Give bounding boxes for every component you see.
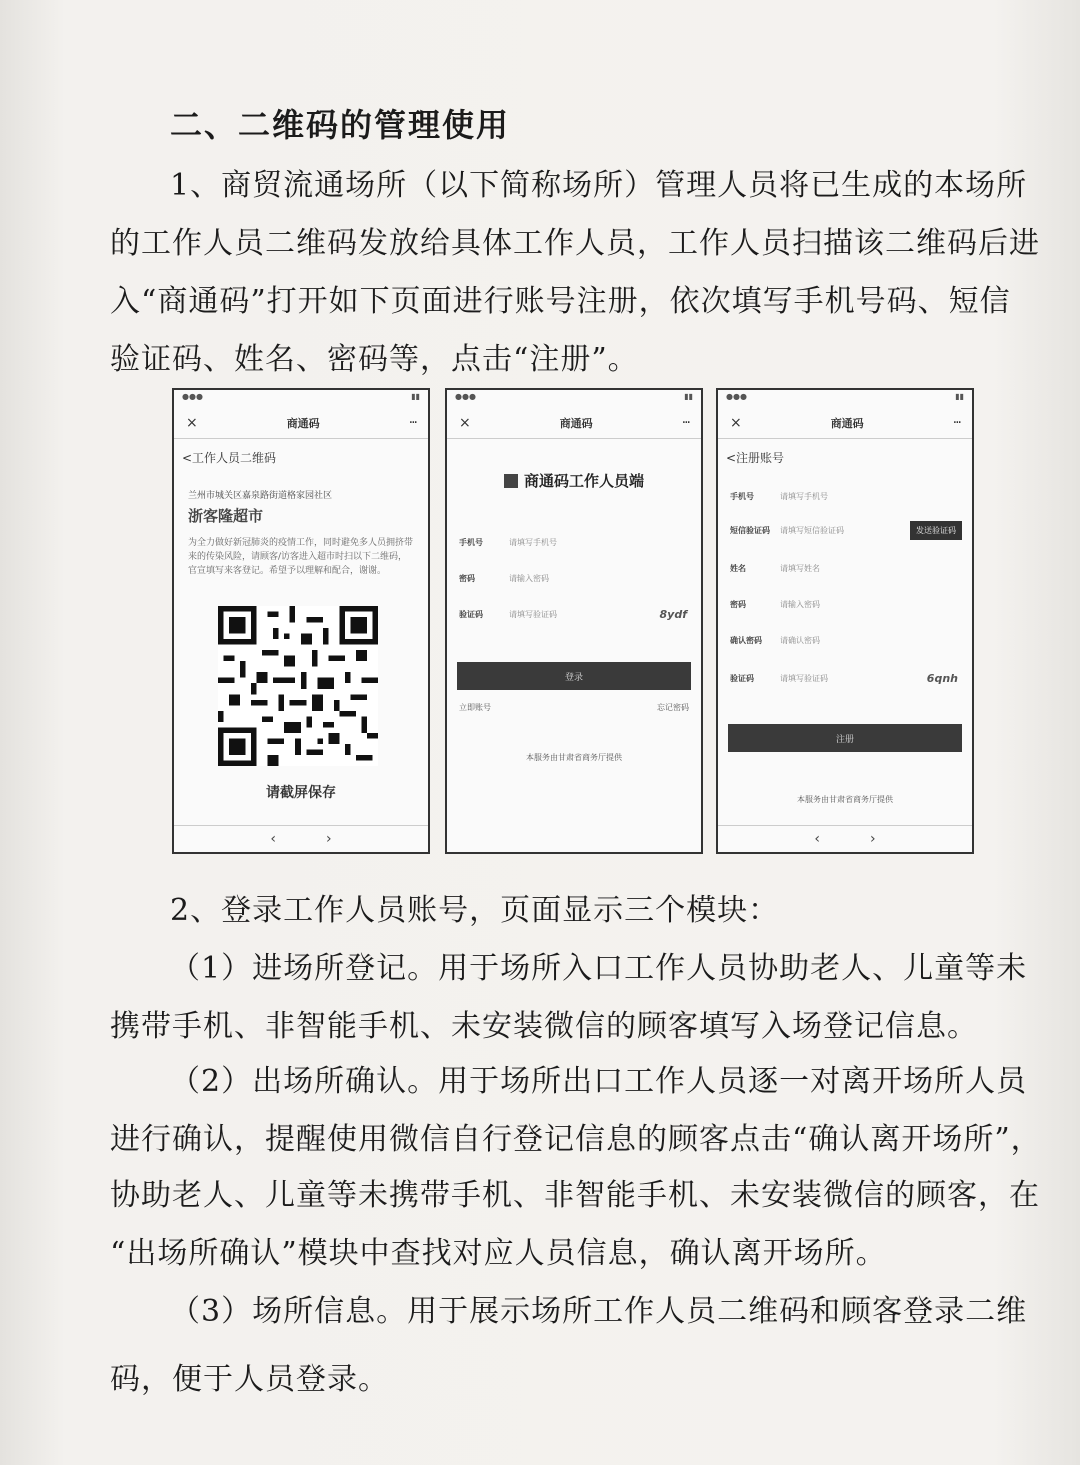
register-link: 立即账号 [459,703,491,712]
status-bar: ●●● ▮▮ [726,392,964,401]
back-link: <注册账号 [726,451,785,465]
store-name: 浙客隆超市 [188,507,264,525]
app-title-row [447,470,701,491]
address-text: 兰州市城关区嘉泉路街道格家园社区 [188,491,333,501]
forgot-password-link: 忘记密码 [657,703,689,712]
register-button: 注册 [728,724,962,752]
captcha-image: 8ydf [659,607,687,621]
back-arrow-icon: ‹ [814,831,820,847]
close-icon: × [186,415,198,431]
nav-title: 商通码 [286,417,320,430]
app-title: 商通码工作人员端 [523,472,644,490]
nav-bar [718,408,972,439]
phone-screenshot-login [445,388,703,854]
nav-bar [447,408,701,439]
paragraph-line: （1）进场所登记。用于场所入口工作人员协助老人、儿童等未 [170,951,1028,986]
paragraph-line: （2）出场所确认。用于场所出口工作人员逐一对离开场所人员 [170,1064,1028,1099]
paragraph-line: 1、商贸流通场所（以下简称场所）管理人员将已生成的本场所 [170,168,1028,203]
phone-screenshot-qr [172,388,430,854]
paragraph-line: 进行确认，提醒使用微信自行登记信息的顾客点击“确认离开场所”， [110,1122,1042,1157]
password-field: 密码 请输入密码 [459,573,549,583]
status-bar: ●●● ▮▮ [182,392,420,401]
name-field: 姓名 请填写姓名 [730,563,820,573]
status-bar: ●●● ▮▮ [455,392,693,401]
paragraph-line: 携带手机、非智能手机、未安装微信的顾客填写入场登记信息。 [110,1009,978,1044]
phone-screenshot-register [716,388,974,854]
paragraph-line: 协助老人、儿童等未携带手机、非智能手机、未安装微信的顾客，在 [110,1178,1040,1213]
paragraph-line: 验证码、姓名、密码等，点击“注册”。 [110,342,639,377]
save-hint: 请截屏保存 [266,785,336,801]
paragraph-line: 的工作人员二维码发放给具体工作人员，工作人员扫描该二维码后进 [110,226,1040,261]
link-row [459,702,689,713]
login-button: 登录 [457,662,691,690]
qr-code-icon [218,606,378,766]
send-sms-button: 发送验证码 [910,521,962,540]
paragraph-line: “出场所确认”模块中查找对应人员信息，确认离开场所。 [110,1236,887,1271]
app-logo-icon [504,474,518,488]
paragraph-line: 入“商通码”打开如下页面进行账号注册，依次填写手机号码、短信 [110,284,1011,319]
more-icon: ··· [681,415,689,431]
close-icon: × [459,415,471,431]
forward-arrow-icon: › [870,831,876,847]
back-link: <工作人员二维码 [182,451,277,465]
nav-title: 商通码 [559,417,593,430]
footer-note: 本服务由甘肃省商务厅提供 [526,753,622,762]
captcha-field: 验证码 请填写验证码 8ydf [459,607,687,621]
phone-field: 手机号 请填写手机号 [459,537,557,547]
sms-code-field: 短信验证码 请填写短信验证码 发送验证码 [730,520,962,540]
captcha-field: 验证码 请填写验证码 6qnh [730,671,958,685]
paragraph-line: （3）场所信息。用于展示场所工作人员二维码和顾客登录二维 [170,1294,1028,1329]
section-heading: 二、二维码的管理使用 [170,106,511,144]
back-arrow-icon: ‹ [270,831,276,847]
nav-title: 商通码 [830,417,864,430]
footer-note: 本服务由甘肃省商务厅提供 [797,795,893,804]
browser-bottom-bar [718,825,972,852]
paragraph-line: 码，便于人员登录。 [110,1362,389,1397]
close-icon: × [730,415,742,431]
phone-field: 手机号 请填写手机号 [730,491,828,501]
password-field: 密码 请输入密码 [730,599,820,609]
browser-bottom-bar [174,825,428,852]
captcha-image: 6qnh [926,671,958,685]
forward-arrow-icon: › [326,831,332,847]
more-icon: ··· [952,415,960,431]
paragraph-line: 2、登录工作人员账号，页面显示三个模块： [170,893,780,928]
confirm-password-field: 确认密码 请确认密码 [730,635,820,645]
nav-bar [174,408,428,439]
more-icon: ··· [408,415,416,431]
notice-text: 为全力做好新冠肺炎的疫情工作，同时避免多人员拥挤带来的传染风险，请顾客/访客进入超市时扫以下二维码，官宣填写来客登记。希望予以理解和配合，谢谢。 [188,538,414,576]
